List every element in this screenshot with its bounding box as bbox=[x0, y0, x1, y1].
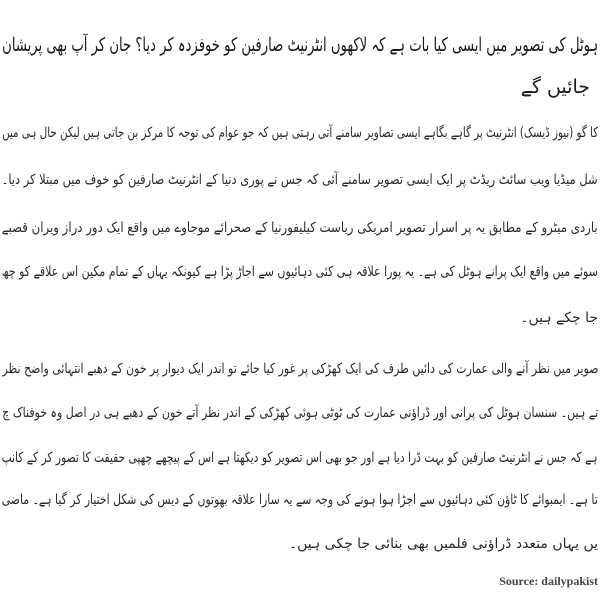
paragraph-text: سوئے میں واقع ایک پرانے ہوٹل کی ہے۔ یہ پورا علاقہ ہی کئی دہائیوں سے اجاڑ پڑا ہے کیونکہ یہاں کے تمام مکین اس علاقے کو چھ bbox=[2, 264, 598, 280]
headline-text: ہوٹل کی تصویر میں ایسی کیا بات ہے کہ لاکھوں انٹرنیٹ صارفین کو خوفزدہ کر دیا؟ جان کر آپ بھی پریشان bbox=[2, 34, 598, 56]
paragraph-2-line bbox=[2, 213, 598, 243]
paragraph-text: صویر میں نظر آنے والی عمارت کی دائیں طرف کی ایک کھڑکی پر غور کیا جائے تو اندر ایک دیوار پر خون کے دھبے انتہائی واضح نظر bbox=[2, 361, 598, 377]
headline-line bbox=[0, 72, 590, 102]
paragraph-text: شل میڈیا ویب سائٹ ریڈٹ پر ایک ایسی تصویر سامنے آئی کہ جس نے پوری دنیا کے انٹرنیٹ صارفین کو خوف میں مبتلا کر دیا۔ bbox=[2, 172, 598, 188]
paragraph-text: تا ہے۔ ایمبوائے کا ٹاؤن کئی دہائیوں سے اجڑا ہوا ہونے کی وجہ سے یہ سارا علاقہ بھوتوں کے دیس کی شکل اختیار کر گیا ہے۔ ماضی bbox=[2, 492, 598, 508]
paragraph-1-line bbox=[2, 118, 598, 148]
paragraph-text: ہے کہ جس نے انٹرنیٹ صارفین کو بہت ڈرا دیا ہے اور جو بھی اس تصویر کو دیکھتا ہے اس کے پیچھے چھپی حقیقت کا تصور کر کے کانپ bbox=[2, 450, 598, 466]
paragraph-3-line bbox=[2, 354, 598, 384]
headline-text: جائیں گے bbox=[520, 76, 590, 98]
paragraph-2-line bbox=[2, 257, 598, 287]
paragraph-1-line bbox=[2, 165, 598, 195]
headline-line bbox=[2, 30, 598, 60]
paragraph-text: کا گو (نیوز ڈیسک) انٹرنیٹ پر گاہے بگاہے ایسی تصاویر سامنے آتی رہتی ہیں کہ جو عوام کی توجہ کا مرکز بن جاتی ہیں لیکن حال ہی میں bbox=[2, 125, 598, 141]
paragraph-text: تے ہیں۔ سنسان ہوٹل کی پرانی اور ڈراؤنی عمارت کی ٹوٹی ہوئی کھڑکی کے اندر نظر آتے خون کے دھبے ہی در اصل وہ خوفناک چ bbox=[2, 405, 598, 421]
paragraph-3-line bbox=[2, 443, 598, 473]
paragraph-text: باردی میٹرو کے مطابق یہ پر اسرار تصویر امریکی ریاست کیلیفورنیا کے صحرائے موجاوے میں واقع ایک دور دراز ویران قصبے bbox=[2, 220, 598, 236]
paragraph-3-line bbox=[2, 529, 598, 559]
paragraph-3-line bbox=[2, 485, 598, 515]
paragraph-3-line bbox=[2, 398, 598, 428]
paragraph-text: یں یہاں متعدد ڈراؤنی فلمیں بھی بنائی جا چکی ہیں۔ bbox=[288, 536, 598, 552]
paragraph-text: جا چکے ہیں۔ bbox=[520, 310, 598, 326]
paragraph-2-line bbox=[2, 303, 598, 333]
source-credit: Source: dailypakist bbox=[499, 574, 598, 588]
